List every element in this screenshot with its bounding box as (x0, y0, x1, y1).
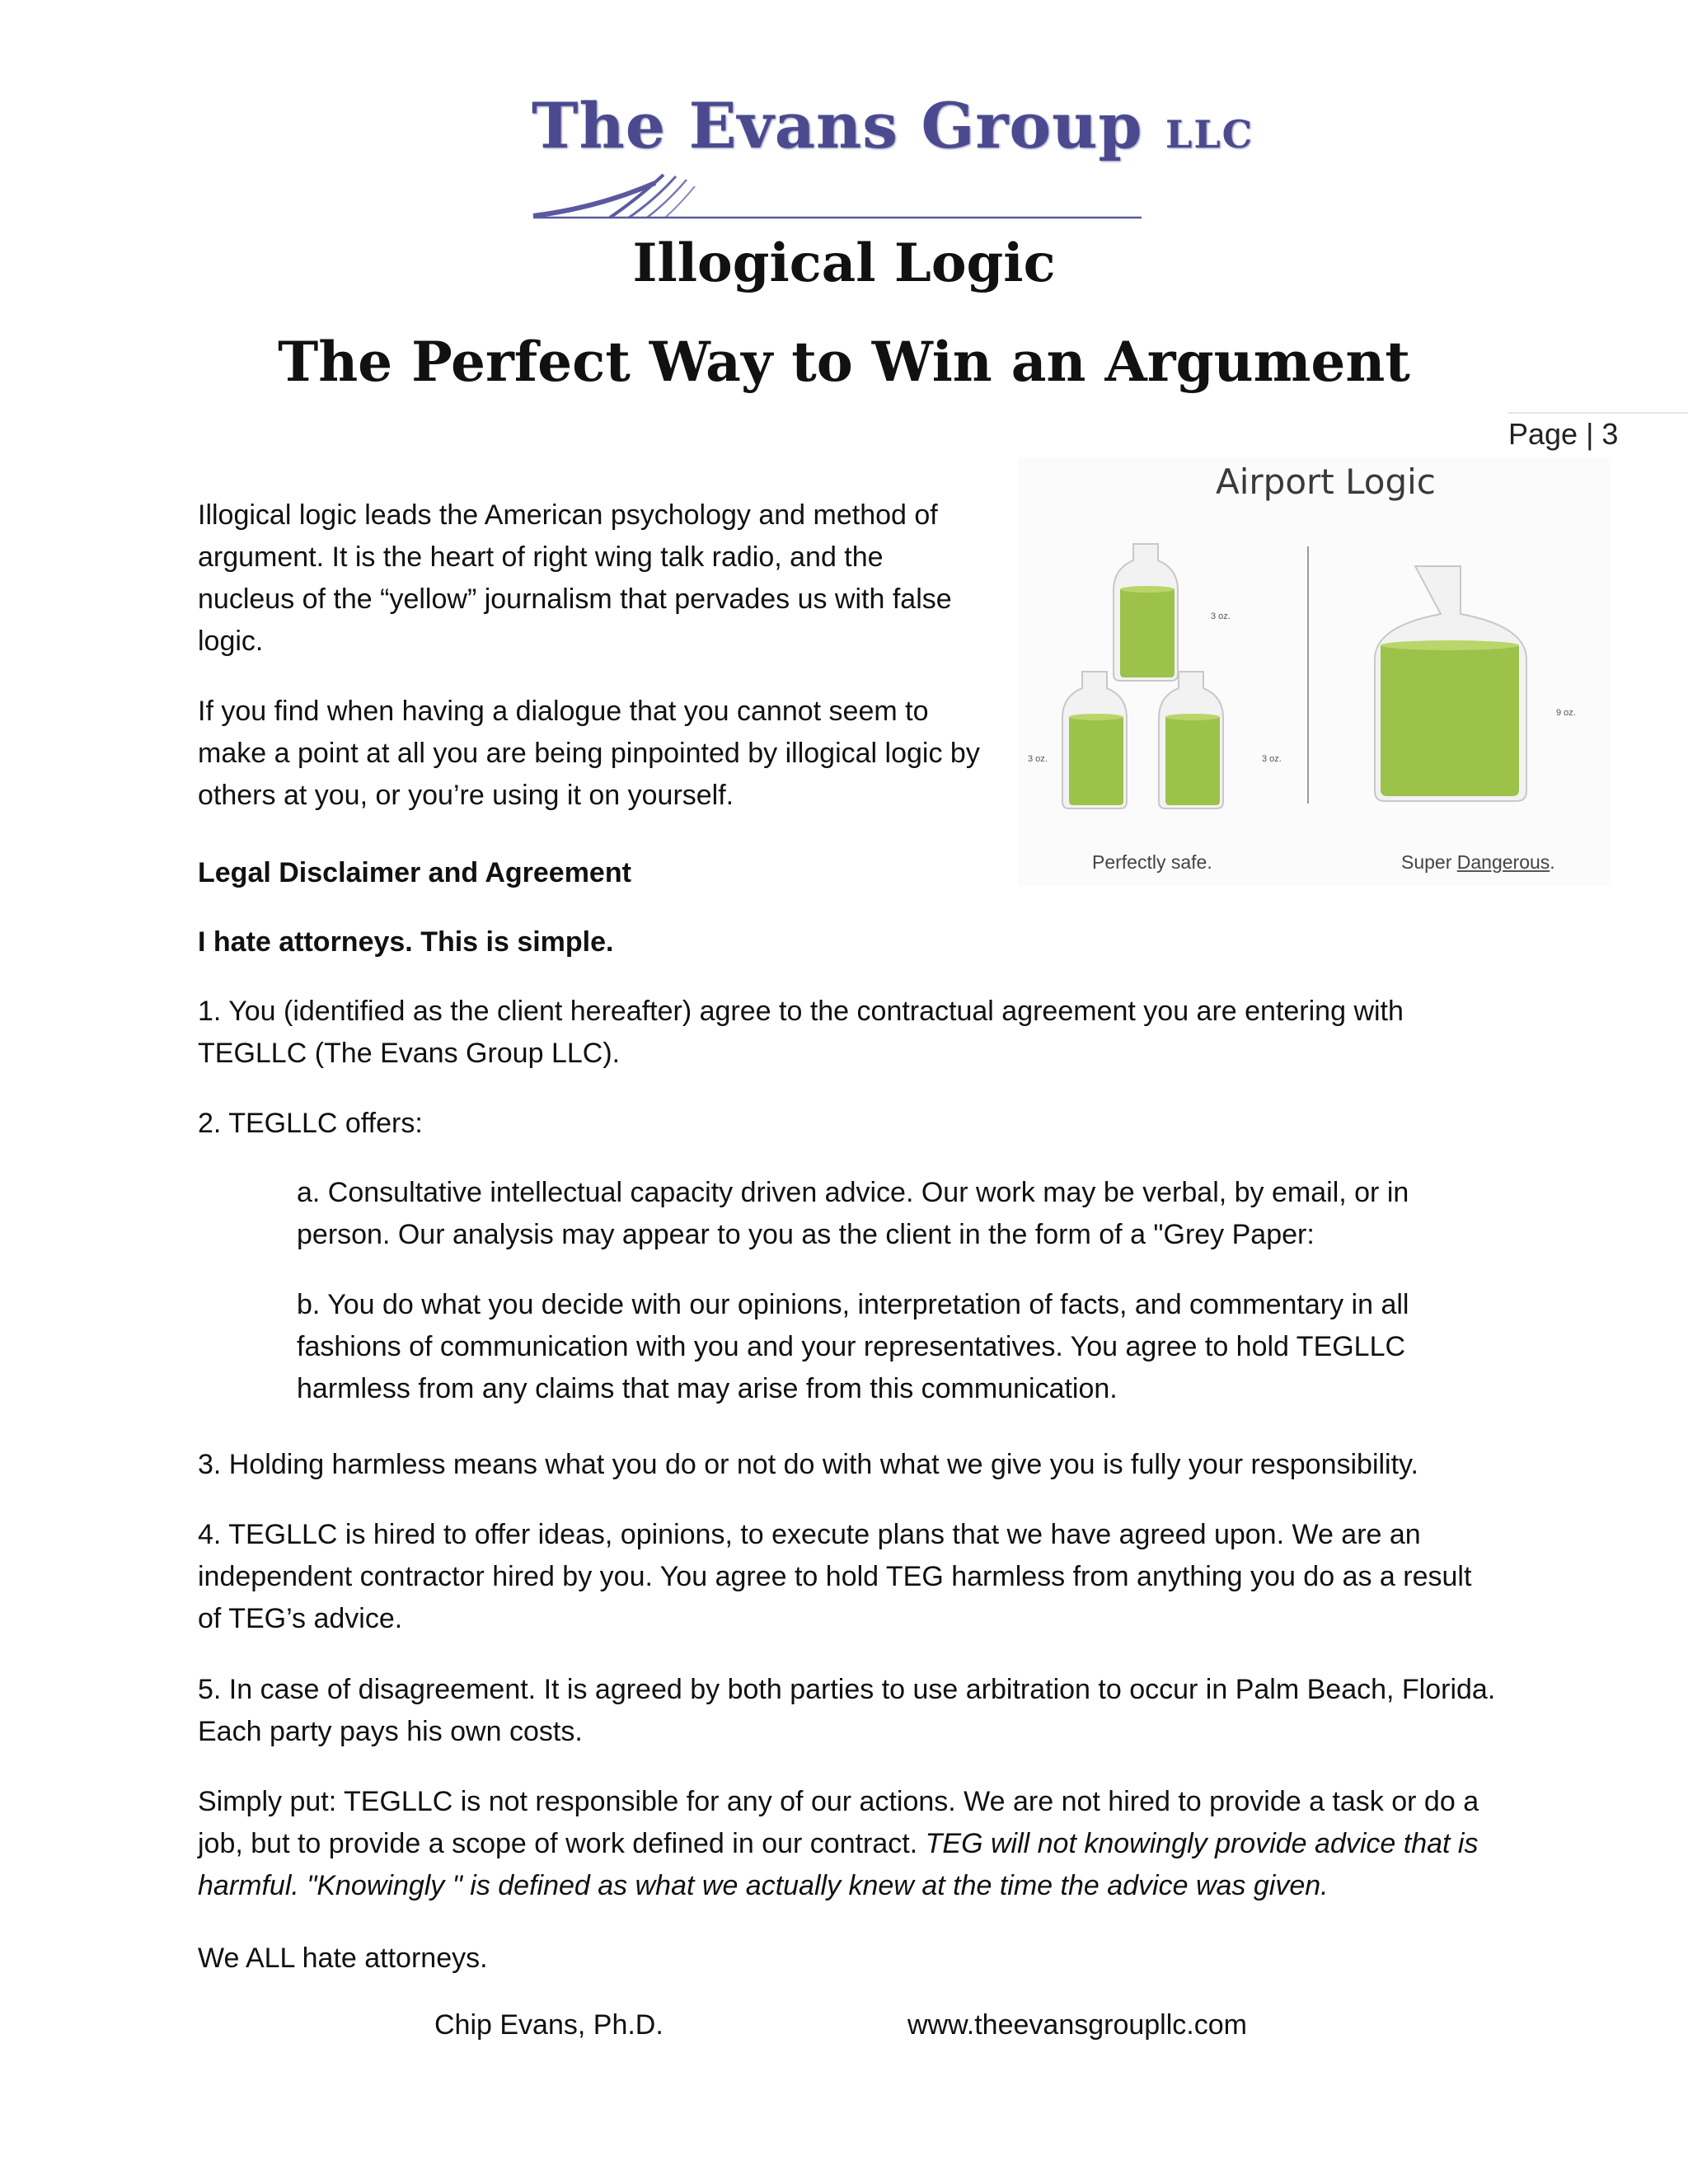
footer-website-link[interactable]: www.theevansgroupllc.com (907, 2009, 1247, 2041)
small-bottle-label: 3 oz. (1028, 754, 1048, 764)
figure-title: Airport Logic (1216, 462, 1436, 502)
small-bottle-left-icon (1062, 672, 1127, 808)
small-bottle-top-icon (1114, 544, 1178, 681)
small-bottle-right-icon (1159, 672, 1223, 808)
agreement-item-2: 2. TEGLLC offers: (198, 1108, 423, 1139)
page-number: Page | 3 (1508, 417, 1619, 451)
small-bottle-label: 3 oz. (1211, 612, 1231, 621)
legal-subheading: I hate attorneys. This is simple. (198, 926, 614, 958)
closing-statement: We ALL hate attorneys. (198, 1943, 488, 1974)
agreement-item-3: 3. Holding harmless means what you do or not do with what we give you is fully your responsibility. (198, 1449, 1418, 1480)
company-logo (532, 82, 1254, 235)
intro-paragraph: Illogical logic leads the American psychology and method of argument. It is the heart of right wing talk radio, and the nucleus of the “yellow” journalism that pervades us with false logic. (198, 499, 952, 657)
small-bottle-label: 3 oz. (1262, 754, 1282, 764)
airport-logic-figure (1018, 457, 1611, 886)
caption-super-dangerous: Super Dangerous. (1401, 851, 1555, 873)
page-subtitle: The Perfect Way to Win an Argument (278, 330, 1410, 394)
large-bottle-label: 9 oz. (1556, 708, 1576, 718)
bottles-illustration (1018, 457, 1611, 886)
legal-heading: Legal Disclaimer and Agreement (198, 857, 631, 888)
dialogue-paragraph: If you find when having a dialogue that you cannot seem to make a point at all you are being pinpointed by illogical logic by others at you, or you’re using it on yourself. (198, 696, 980, 811)
agreement-item-1: 1. You (identified as the client hereafter) agree to the contractual agreement you are entering with TEGLLC (The Evans Group LLC). (198, 996, 1404, 1069)
agreement-item-5: 5. In case of disagreement. It is agreed by both parties to use arbitration to occur in Palm Beach, Florida. Each party pays his own costs. (198, 1674, 1496, 1747)
logo-swoosh-icon (532, 157, 1154, 231)
caption-perfectly-safe: Perfectly safe. (1092, 851, 1212, 873)
large-bottle-icon (1375, 566, 1526, 801)
page-title: Illogical Logic (632, 232, 1056, 294)
agreement-item-4: 4. TEGLLC is hired to offer ideas, opinions, to execute plans that we have agreed upon. We are an independent contractor hired by you. You agree to hold TEG harmless from anything you do as a result of TEG’s advice. (198, 1519, 1472, 1634)
agreement-item-2a: a. Consultative intellectual capacity driven advice. Our work may be verbal, by email, or in person. Our analysis may appear to you as the client in the form of a "Grey Paper: (297, 1177, 1409, 1250)
agreement-item-2b: b. You do what you decide with our opinions, interpretation of facts, and commentary in all fashions of communication with you and your representatives. You agree to hold TEGLLC harmless from any claims that may arise from this communication. (297, 1289, 1409, 1404)
logo-wordmark: The Evans Group LLC (532, 89, 1254, 162)
footer-author: Chip Evans, Ph.D. (434, 2009, 663, 2041)
simply-put-paragraph: Simply put: TEGLLC is not responsible for any of our actions. We are not hired to provide a task or do a job, but to provide a scope of work defined in our contract. TEG will not knowingly provide advice that is harmful. "Knowingly " is defined as what we actually knew at the time the advice was given. (198, 1786, 1479, 1901)
header-rule (1508, 412, 1688, 414)
